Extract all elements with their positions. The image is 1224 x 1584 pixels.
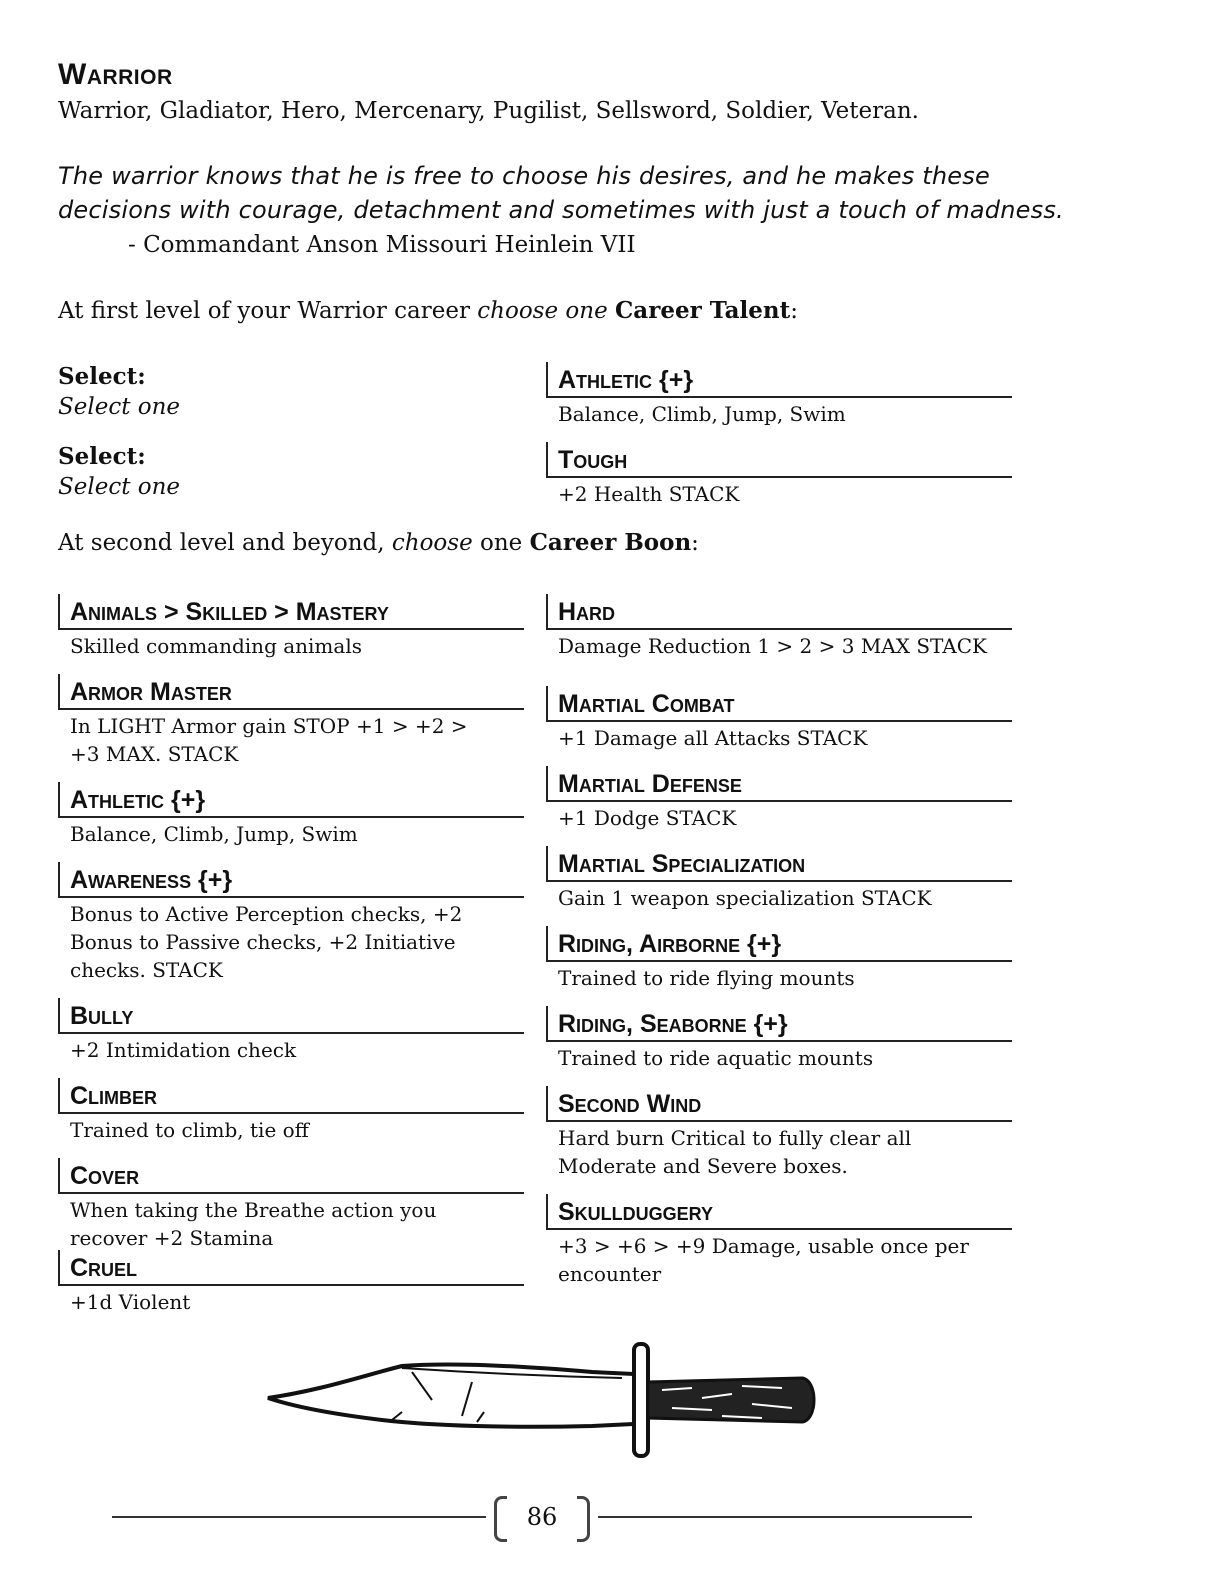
boon-cruel <box>58 1250 524 1316</box>
knife-illustration-icon <box>262 1338 822 1462</box>
boon-desc: Trained to climb, tie off <box>70 1118 309 1142</box>
boon-desc: +3 > +6 > +9 Damage, usable once per encounter <box>558 1234 969 1286</box>
boon-name: Skullduggery <box>558 1198 714 1226</box>
boon-desc: Gain 1 weapon specialization STACK <box>558 886 932 910</box>
intro-strong: Career Talent <box>615 297 791 324</box>
boon-hard <box>546 594 1012 660</box>
page-number: 86 <box>526 1503 558 1531</box>
boon-name: Hard <box>558 598 616 626</box>
boon-name: Climber <box>70 1082 158 1110</box>
boon-desc: Trained to ride flying mounts <box>558 966 855 990</box>
page-title: Warrior <box>58 58 173 91</box>
boon-martial-specialization <box>546 846 1012 912</box>
select-value[interactable]: Select one <box>58 394 181 420</box>
boon-name: Martial Specialization <box>558 850 806 878</box>
select-label: Select: <box>58 363 146 390</box>
page-number-frame <box>494 1496 590 1538</box>
boon-name: Second Wind <box>558 1090 702 1118</box>
boon-desc: In LIGHT Armor gain STOP +1 > +2 > +3 MAX. STACK <box>70 714 468 766</box>
boon-desc: +1 Damage all Attacks STACK <box>558 726 868 750</box>
boon-name: Martial Combat <box>558 690 735 718</box>
boon-riding-airborne <box>546 926 1012 992</box>
talent-select-2[interactable] <box>58 442 458 502</box>
footer-rule-right <box>598 1516 972 1518</box>
boon-intro <box>58 529 699 556</box>
boon-name: Martial Defense <box>558 770 742 798</box>
select-label: Select: <box>58 443 146 470</box>
intro-text: : <box>790 298 799 324</box>
talent-desc: +2 Health STACK <box>558 482 740 506</box>
intro-text: one <box>472 530 530 556</box>
boon-name: Athletic {+} <box>70 786 206 814</box>
intro-emphasis: choose <box>391 530 473 556</box>
select-value[interactable]: Select one <box>58 474 181 500</box>
boon-armor-master <box>58 674 524 768</box>
boon-desc: Damage Reduction 1 > 2 > 3 MAX STACK <box>558 634 987 658</box>
boon-desc: Hard burn Critical to fully clear all Moderate and Severe boxes. <box>558 1126 912 1178</box>
boon-desc: Balance, Climb, Jump, Swim <box>70 822 358 846</box>
intro-text: : <box>691 530 699 556</box>
boon-awareness <box>58 862 524 984</box>
talent-athletic <box>546 362 1012 428</box>
talent-select-1[interactable] <box>58 362 458 422</box>
boon-name: Riding, Airborne {+} <box>558 930 782 958</box>
boon-desc: Trained to ride aquatic mounts <box>558 1046 874 1070</box>
quote-line-1 <box>58 162 990 190</box>
blade <box>268 1364 634 1426</box>
boon-name: Bully <box>70 1002 134 1030</box>
boon-martial-defense <box>546 766 1012 832</box>
boon-animals <box>58 594 524 660</box>
footer-rule-left <box>112 1516 486 1518</box>
boon-second-wind <box>546 1086 1012 1180</box>
quote-text: his desires, and he makes these <box>588 162 990 190</box>
boon-athletic <box>58 782 524 848</box>
boon-name: Armor Master <box>70 678 232 706</box>
quote-emphasis: choose <box>502 162 589 190</box>
career-aliases: Warrior, Gladiator, Hero, Mercenary, Pugilist, Sellsword, Soldier, Veteran. <box>58 98 919 124</box>
talent-intro <box>58 297 798 324</box>
boon-skullduggery <box>546 1194 1012 1288</box>
boon-name: Animals > Skilled > Mastery <box>70 598 389 626</box>
boon-martial-combat <box>546 686 1012 752</box>
boon-name: Cover <box>70 1162 140 1190</box>
quote-attribution: - Commandant Anson Missouri Heinlein VII <box>128 232 636 258</box>
right-bracket-icon <box>577 1496 590 1542</box>
intro-strong: Career Boon <box>529 529 692 556</box>
boon-desc: +1d Violent <box>70 1290 191 1314</box>
boon-bully <box>58 998 524 1064</box>
boon-name: Riding, Seaborne {+} <box>558 1010 788 1038</box>
boon-desc: +1 Dodge STACK <box>558 806 737 830</box>
quote-line-2: decisions with courage, detachment and sometimes with just a touch of madness. <box>58 196 1064 224</box>
talent-name: Tough <box>558 446 628 474</box>
boon-climber <box>58 1078 524 1144</box>
talent-name: Athletic {+} <box>558 366 694 394</box>
boon-desc: Bonus to Active Perception checks, +2 Bonus to Passive checks, +2 Initiative checks. STACK <box>70 902 463 982</box>
boon-desc: When taking the Breathe action you recover +2 Stamina <box>70 1198 437 1250</box>
handle <box>648 1378 814 1422</box>
boon-name: Awareness {+} <box>70 866 233 894</box>
quote-text: The warrior knows that he is free to <box>58 162 503 190</box>
boon-desc: Skilled commanding animals <box>70 634 362 658</box>
talent-desc: Balance, Climb, Jump, Swim <box>558 402 846 426</box>
boon-desc: +2 Intimidation check <box>70 1038 297 1062</box>
boon-riding-seaborne <box>546 1006 1012 1072</box>
intro-text: At second level and beyond, <box>58 530 392 556</box>
boon-cover <box>58 1158 524 1252</box>
guard <box>634 1344 648 1456</box>
left-bracket-icon <box>494 1496 507 1542</box>
intro-text: At first level of your Warrior career <box>58 298 478 324</box>
intro-emphasis: choose one <box>477 298 608 324</box>
talent-tough <box>546 442 1012 508</box>
boon-name: Cruel <box>70 1254 138 1282</box>
